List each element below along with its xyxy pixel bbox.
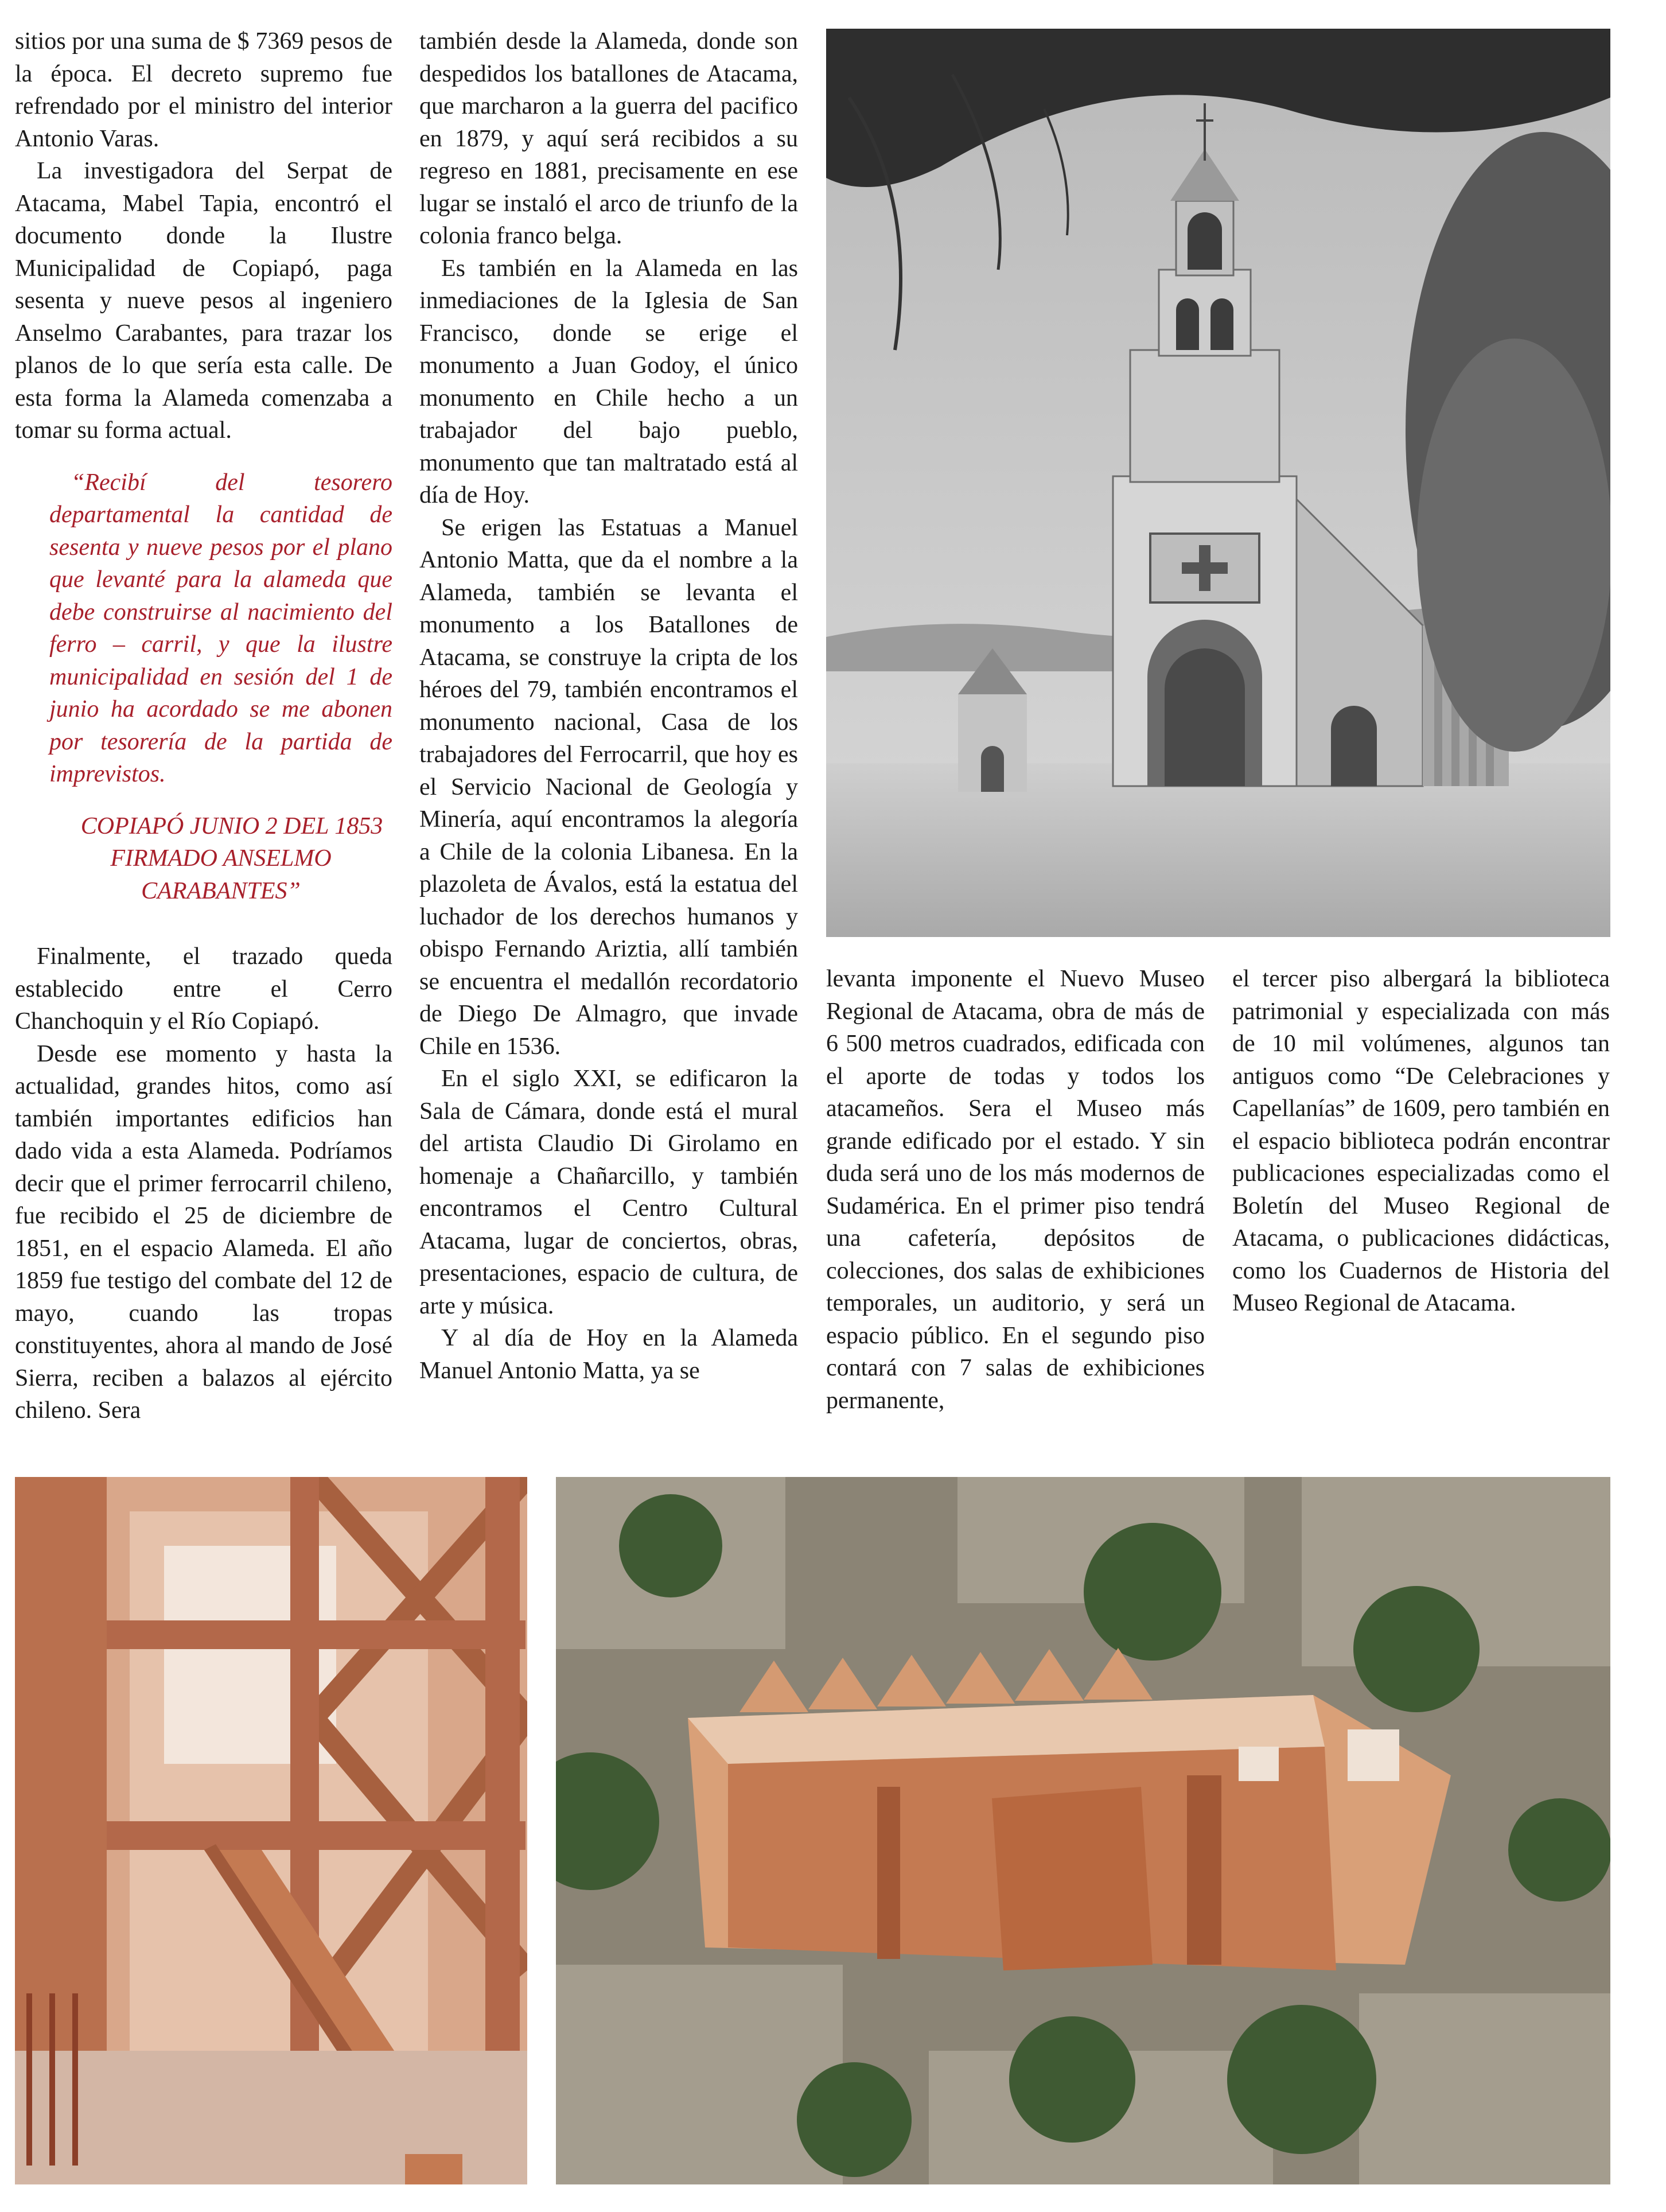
quote-signature: COPIAPÓ JUNIO 2 DEL 1853 FIRMADO ANSELMO CARABANTES” xyxy=(80,813,383,904)
church-photo xyxy=(826,29,1610,937)
col2-paragraph-1: también desde la Alameda, donde son despedidos los batallones de Atacama, que marcharon a la guerra del pacifico en 1879, y aquí será recibidos a su regreso en 1881, precisamente en ese lugar se instaló el arco de triunfo de la colonia franco belga. xyxy=(419,28,798,249)
col2-paragraph-3: Se erigen las Estatuas a Manuel Antonio Matta, que da el nombre a la Alameda, también se levanta el monumento a los Batallones de Atacama, se construye la cripta de los héroes del 79, también encontramos el monumento nacional, Casa de los trabajadores del Ferrocarril, que hoy es el Servicio Nacional de Geología y Minería, aquí encontramos la alegoría a Chile de la colonia Libanesa. En la plazoleta de Ávalos, está la estatua del luchador de los derechos humanos y obispo Fernando Ariztia, allí también se encuentra el medallón recordatorio de Diego De Almagro, que invade Chile en 1536. xyxy=(419,514,798,1060)
museum-interior-photo xyxy=(15,1477,527,2184)
col1-paragraph-1: sitios por una suma de $ 7369 pesos de la época. El decreto supremo fue refrendado por el ministro del interior Antonio Varas. xyxy=(15,28,392,152)
pull-quote: “Recibí del tesorero departamental la cantidad de sesenta y nueve pesos por el plano que levanté para la alameda que debe construirse al nacimiento del ferro – carril, y que la ilustre municipalidad en sesión del 1 de junio ha acordado se me abonen por tesorería de la partida de imprevistos. xyxy=(49,469,392,787)
museum-aerial-photo xyxy=(556,1477,1610,2184)
col1-paragraph-3: Finalmente, el trazado queda establecido entre el Cerro Chanchoquin y el Río Copiapó. xyxy=(15,943,392,1035)
column-2 xyxy=(419,25,798,1387)
column-1 xyxy=(15,25,392,1427)
col1-paragraph-4: Desde ese momento y hasta la actualidad, grandes hitos, como así también importantes edificios han dado vida a esta Alameda. Podríamos decir que el primer ferrocarril chileno, fue recibido el 25 de diciembre de 1851, en el espacio Alameda. El año 1859 fue testigo del combate del 12 de mayo, cuando las tropas constituyentes, ahora al mando de José Sierra, reciben a balazos al ejército chileno. Sera xyxy=(15,1040,392,1424)
column-3 xyxy=(826,963,1205,1417)
column-4 xyxy=(1232,963,1610,1320)
col2-paragraph-4: En el siglo XXI, se edificaron la Sala de Cámara, donde está el mural del artista Claudio Di Girolamo en homenaje a Chañarcillo, y también encontramos el Centro Cultural Atacama, lugar de conciertos, obras, presentaciones, espacio de cultura, de arte y música. xyxy=(419,1066,798,1319)
col2-paragraph-5: Y al día de Hoy en la Alameda Manuel Antonio Matta, ya se xyxy=(419,1325,798,1384)
col1-paragraph-2: La investigadora del Serpat de Atacama, Mabel Tapia, encontró el documento donde la Ilustre Municipalidad de Copiapó, paga sesenta y nueve pesos al ingeniero Anselmo Carabantes, para trazar los planos de lo que sería esta calle. De esta forma la Alameda comenzaba a tomar su forma actual. xyxy=(15,158,392,444)
col2-paragraph-2: Es también en la Alameda en las inmediaciones de la Iglesia de San Francisco, donde se erige el monumento a Juan Godoy, el único monumento en Chile hecho a un trabajador del bajo pueblo, monumento que tan maltratado está al día de Hoy. xyxy=(419,255,798,508)
col3-paragraph-1: levanta imponente el Nuevo Museo Regional de Atacama, obra de más de 6 500 metros cuadrados, edificada con el aporte de todas y todos los atacameños. Sera el Museo más grande edificado por el estado. Y sin duda será uno de los más modernos de Sudamérica. En el primer piso tendrá una cafetería, depósitos de colecciones, dos salas de exhibiciones temporales, un auditorio, y será un espacio público. En el segundo piso contará con 7 salas de exhibiciones permanente, xyxy=(826,966,1205,1414)
col4-paragraph-1: el tercer piso albergará la biblioteca patrimonial y especializada con más de 10 mil volúmenes, algunos tan antiguos como “De Celebraciones y Capellanías” de 1609, pero también en el espacio biblioteca podrán encontrar publicaciones especializadas como el Boletín del Museo Regional de Atacama, o publicaciones didácticas, como los Cuadernos de Historia del Museo Regional de Atacama. xyxy=(1232,966,1610,1316)
